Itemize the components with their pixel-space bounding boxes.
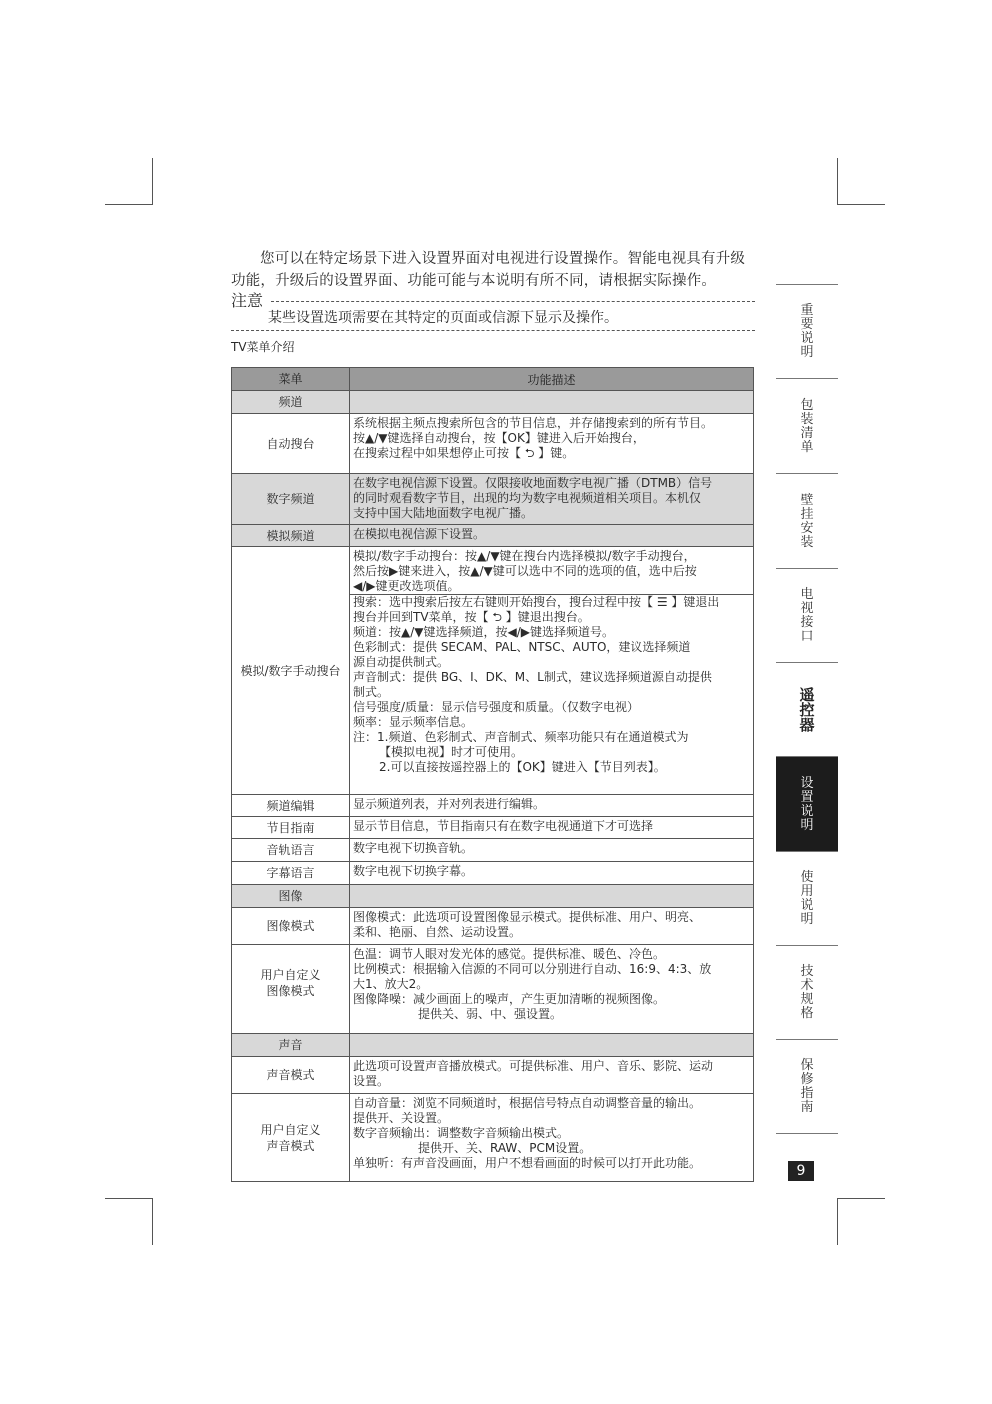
- desc-line: 声音制式：提供 BG、I、DK、M、L制式，建议选择频道源自动提供: [353, 670, 712, 684]
- sidebar-tab-label: 重要说明: [800, 303, 814, 360]
- category-picture: 图像: [232, 885, 350, 908]
- desc-line: 制式。: [353, 685, 390, 699]
- menu-description: [350, 908, 754, 945]
- menu-name-line: 图像模式: [266, 984, 315, 998]
- desc-line: 频率：显示频率信息。: [353, 715, 474, 729]
- desc-line: 数字音频输出：调整数字音频输出模式。: [353, 1126, 570, 1140]
- crop-mark: [837, 1198, 838, 1245]
- intro-line: 功能，升级后的设置界面、功能可能与本说明有所不同，请根据实际操作。: [231, 273, 717, 289]
- sidebar-tab-package[interactable]: [776, 378, 838, 474]
- sidebar-tab-label: 壁挂安装: [800, 492, 814, 550]
- table-row: [232, 908, 754, 945]
- menu-name-line: 用户自定义: [260, 1122, 321, 1137]
- sidebar-tab-label: 设置说明: [800, 775, 814, 833]
- desc-line: 然后按▶键来进入，按▲/▼键可以选中不同的选项的值，选中后按: [353, 564, 697, 578]
- section-title: TV菜单介绍: [231, 340, 295, 354]
- desc-line: 大1、放大2。: [353, 977, 429, 991]
- desc-line: 注：1.频道、色彩制式、声音制式、频率功能只有在通道模式为: [353, 730, 689, 744]
- page-number: 9: [788, 1161, 814, 1181]
- category-row: [232, 391, 754, 414]
- category-empty-cell: [350, 391, 754, 414]
- menu-name: 声音模式: [232, 1057, 350, 1094]
- desc-line: 信号强度/质量：显示信号强度和质量。（仅数字电视）: [353, 700, 640, 714]
- sidebar-tab-usage[interactable]: [776, 851, 838, 946]
- desc-line: 源自动提供制式。: [353, 655, 450, 669]
- sidebar-end-line: [776, 1133, 838, 1134]
- desc-line: 搜索：选中搜索后按左右键则开始搜台，搜台过程中按【 ☰ 】键退出: [353, 595, 720, 609]
- sidebar-tab-label: 保修指南: [800, 1058, 814, 1115]
- menu-description: [350, 1057, 754, 1094]
- sidebar-tab-label: 电视接口: [800, 587, 814, 644]
- desc-line: 模拟/数字手动搜台：按▲/▼键在搜台内选择模拟/数字手动搜台，: [353, 549, 696, 563]
- table-row: [232, 547, 754, 795]
- desc-line: 色温：调节人眼对发光体的感觉。提供标准、暖色、冷色。: [353, 947, 666, 961]
- menu-name: 数字频道: [232, 474, 350, 525]
- crop-mark: [837, 204, 885, 205]
- menu-description: [350, 547, 754, 795]
- category-row: [232, 885, 754, 908]
- category-empty-cell: [350, 1034, 754, 1057]
- crop-mark: [837, 158, 838, 205]
- desc-line: ◀/▶键更改选项值。: [353, 579, 460, 593]
- desc-line: 单独听：有声音没画面，用户不想看画面的时候可以打开此功能。: [353, 1156, 702, 1170]
- note-divider-top: [271, 301, 755, 302]
- table-row: [232, 525, 754, 547]
- desc-line: 系统根据主频点搜索所包含的节目信息，并存储搜索到的所有节目。: [353, 416, 714, 430]
- table-row: [232, 414, 754, 474]
- menu-name: 字幕语言: [232, 862, 350, 885]
- desc-line: 比例模式：根据输入信源的不同可以分别进行自动、16:9、4:3、放: [353, 962, 712, 976]
- note-divider-bottom: [231, 330, 755, 331]
- table-row: [232, 945, 754, 1034]
- sidebar-tab-label: 遥控器: [799, 685, 815, 734]
- sidebar-tab-specs[interactable]: [776, 945, 838, 1040]
- header-description: 功能描述: [350, 368, 754, 391]
- note-box: [231, 292, 755, 334]
- menu-name: 图像模式: [232, 908, 350, 945]
- menu-name: 音轨语言: [232, 839, 350, 862]
- desc-line: 搜台并回到TV菜单，按【 ⮌ 】键退出搜台。: [353, 610, 590, 624]
- menu-name: 模拟/数字手动搜台: [232, 547, 350, 795]
- header-menu: 菜单: [232, 368, 350, 391]
- sidebar-tab-wall-mount[interactable]: [776, 473, 838, 569]
- desc-line: 在搜索过程中如果想停止可按【 ⮌ 】键。: [353, 446, 575, 460]
- menu-name-line: 用户自定义: [260, 968, 321, 982]
- menu-name: 模拟频道: [232, 525, 350, 547]
- menu-description: [350, 474, 754, 525]
- category-sound: 声音: [232, 1034, 350, 1057]
- table-row: [232, 839, 754, 862]
- menu-description: 显示频道列表，并对列表进行编辑。: [350, 795, 754, 817]
- sidebar-tab-label: 技术规格: [800, 964, 814, 1021]
- menu-description: [350, 1094, 754, 1182]
- desc-line: 自动音量：浏览不同频道时，根据信号特点自动调整音量的输出。: [353, 1096, 702, 1110]
- table-row: [232, 862, 754, 885]
- menu-description: 数字电视下切换字幕。: [350, 862, 754, 885]
- desc-line: 2.可以直接按遥控器上的【OK】键进入【节目列表】。: [379, 760, 666, 774]
- sidebar-tab-interfaces[interactable]: [776, 568, 838, 663]
- sidebar-tab-warranty[interactable]: [776, 1039, 838, 1134]
- crop-mark: [105, 204, 153, 205]
- desc-line: 在数字电视信源下设置。仅限接收地面数字电视广播（DTMB）信号: [353, 476, 713, 490]
- menu-name: 自动搜台: [232, 414, 350, 474]
- menu-description: [350, 945, 754, 1034]
- sidebar-tab-settings[interactable]: [776, 756, 838, 852]
- desc-line: 设置。: [353, 1074, 390, 1088]
- intro-line: 您可以在特定场景下进入设置界面对电视进行设置操作。智能电视具有升级: [260, 251, 746, 267]
- menu-name: 节目指南: [232, 817, 350, 839]
- menu-name: 频道编辑: [232, 795, 350, 817]
- category-empty-cell: [350, 885, 754, 908]
- category-channel: 频道: [232, 391, 350, 414]
- desc-line: 提供开、关设置。: [353, 1111, 450, 1125]
- note-text: 某些设置选项需要在其特定的页面或信源下显示及操作。: [268, 310, 618, 326]
- desc-line: 柔和、艳丽、自然、运动设置。: [353, 925, 522, 939]
- category-row: [232, 1034, 754, 1057]
- menu-name: [232, 1094, 350, 1182]
- table-row: [232, 1057, 754, 1094]
- menu-description: 在模拟电视信源下设置。: [350, 525, 754, 547]
- table-row: [232, 817, 754, 839]
- desc-line: 图像模式：此选项可设置图像显示模式。提供标准、用户、明亮、: [353, 910, 702, 924]
- table-row: [232, 1094, 754, 1182]
- desc-line: 频道：按▲/▼键选择频道，按◀/▶键选择频道号。: [353, 625, 615, 639]
- crop-mark: [105, 1198, 153, 1199]
- menu-description: 数字电视下切换音轨。: [350, 839, 754, 862]
- desc-line: 色彩制式：提供 SECAM、PAL、NTSC、AUTO，建议选择频道: [353, 640, 691, 654]
- menu-name: [232, 945, 350, 1034]
- table-header-row: [232, 368, 754, 391]
- table-row: [232, 474, 754, 525]
- sidebar-tab-remote[interactable]: [776, 662, 838, 757]
- crop-mark: [152, 158, 153, 205]
- desc-line: 【模拟电视】时才可使用。: [379, 745, 524, 759]
- desc-line: 提供开、关、RAW、PCM设置。: [418, 1141, 592, 1155]
- desc-line: 此选项可设置声音播放模式。可提供标准、用户、音乐、影院、运动: [353, 1059, 714, 1073]
- desc-line: 图像降噪：减少画面上的噪声，产生更加清晰的视频图像。: [353, 992, 666, 1006]
- menu-name-line: 声音模式: [266, 1138, 315, 1153]
- intro-paragraph: [231, 248, 755, 292]
- crop-mark: [152, 1198, 153, 1245]
- note-title: 注意: [231, 291, 264, 310]
- sidebar-tab-important[interactable]: [776, 284, 838, 379]
- tv-menu-table: [231, 367, 754, 1182]
- desc-line: 的同时观看数字节目，出现的均为数字电视频道相关项目。本机仅: [353, 491, 702, 505]
- desc-line: 提供关、弱、中、强设置。: [418, 1007, 563, 1021]
- sidebar-tab-label: 使用说明: [800, 870, 814, 927]
- crop-mark: [837, 1198, 885, 1199]
- desc-line: 支持中国大陆地面数字电视广播。: [353, 506, 534, 520]
- desc-line: 按▲/▼键选择自动搜台，按【OK】键进入后开始搜台，: [353, 431, 645, 445]
- table-row: [232, 795, 754, 817]
- sidebar-tab-label: 包装清单: [800, 397, 814, 455]
- menu-description: 显示节目信息，节目指南只有在数字电视通道下才可选择: [350, 817, 754, 839]
- menu-description: [350, 414, 754, 474]
